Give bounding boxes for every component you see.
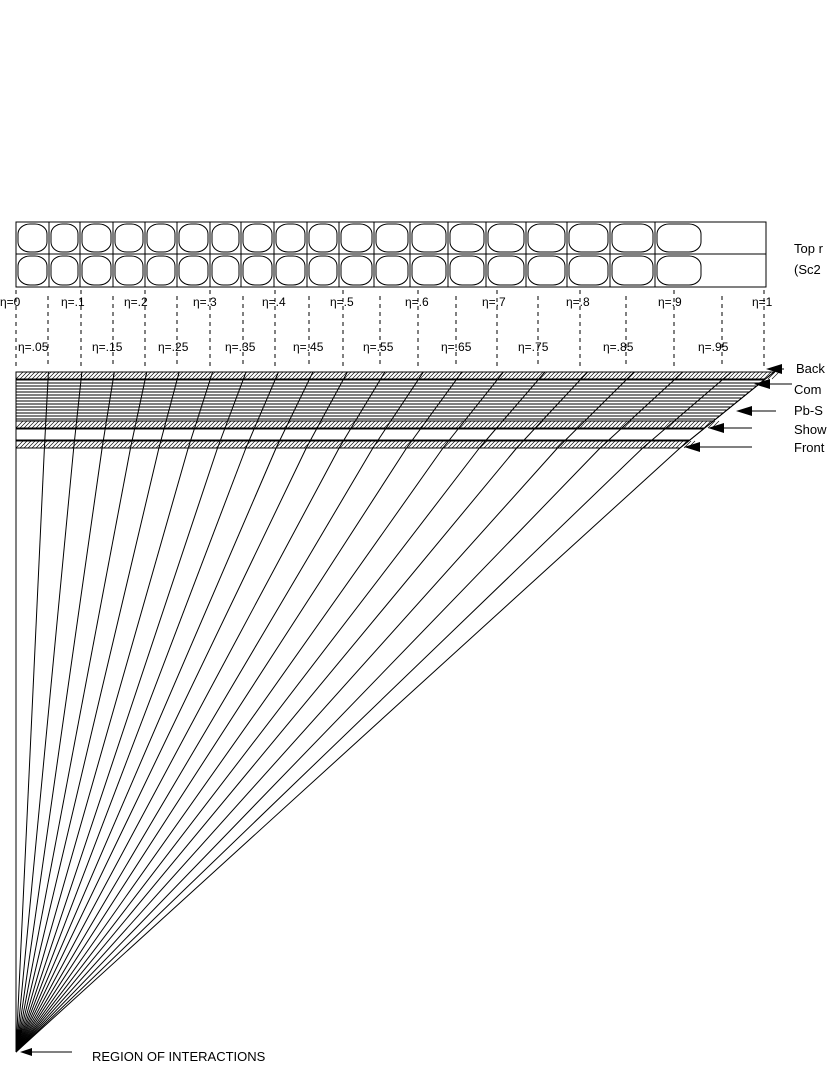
eta-major-label: η=.4 xyxy=(262,295,286,309)
scintillator-cell xyxy=(341,224,372,252)
layer-label-show: Show xyxy=(794,422,827,437)
scintillator-cell xyxy=(51,224,78,252)
scintillator-cell xyxy=(147,256,175,285)
scintillator-cell xyxy=(488,224,524,252)
scintillator-cell xyxy=(528,224,565,252)
scintillator-cell xyxy=(243,224,272,252)
scintillator-cell xyxy=(243,256,272,285)
eta-major-labels xyxy=(0,295,773,309)
eta-major-label: η=.7 xyxy=(482,295,506,309)
scintillator-cell xyxy=(376,224,408,252)
eta-minor-label: η=.75 xyxy=(518,340,549,354)
scintillator-cell xyxy=(179,256,208,285)
scintillator-cell xyxy=(115,224,143,252)
eta-major-label: η=.1 xyxy=(61,295,85,309)
eta-minor-label: η=.65 xyxy=(441,340,472,354)
arrow-left-icon xyxy=(684,442,700,452)
scintillator-cell xyxy=(450,224,484,252)
scintillator-cell xyxy=(212,224,239,252)
scintillator-cell xyxy=(82,224,111,252)
scintillator-cell xyxy=(412,224,446,252)
region-of-interactions-label: REGION OF INTERACTIONS xyxy=(92,1049,266,1064)
scintillator-cell xyxy=(212,256,239,285)
scintillator-cell xyxy=(18,224,47,252)
layer-labels xyxy=(794,361,827,455)
eta-major-label: η=.6 xyxy=(405,295,429,309)
eta-minor-labels xyxy=(18,340,729,354)
scintillator-cell xyxy=(82,256,111,285)
scintillator-cell xyxy=(528,256,565,285)
scintillator-cell xyxy=(612,224,653,252)
scintillator-cell xyxy=(276,256,305,285)
layer-label-com: Com xyxy=(794,382,822,397)
eta-minor-label: η=.05 xyxy=(18,340,49,354)
arrow-left-icon xyxy=(20,1048,32,1056)
scintillator-cell xyxy=(376,256,408,285)
eta-minor-label: η=.45 xyxy=(293,340,324,354)
layer-band xyxy=(16,372,779,448)
scintillator-cell xyxy=(657,224,701,252)
eta-major-label: η=1 xyxy=(752,295,773,309)
scintillator-cell xyxy=(657,256,701,285)
scintillator-cell xyxy=(309,224,337,252)
top-module-label-line1: Top r xyxy=(794,241,823,256)
scintillator-cell xyxy=(341,256,372,285)
scintillator-cell xyxy=(309,256,337,285)
scintillator-cell xyxy=(612,256,653,285)
scintillator-cell xyxy=(488,256,524,285)
scintillator-cell xyxy=(147,224,175,252)
eta-minor-label: η=.25 xyxy=(158,340,189,354)
eta-major-label: η=.9 xyxy=(658,295,682,309)
scintillator-cell xyxy=(276,224,305,252)
eta-major-label: η=.3 xyxy=(193,295,217,309)
eta-minor-label: η=.15 xyxy=(92,340,123,354)
eta-major-label: η=0 xyxy=(0,295,21,309)
layer-label-back: Back xyxy=(796,361,825,376)
projective-rays xyxy=(16,372,774,1052)
eta-minor-label: η=.35 xyxy=(225,340,256,354)
top-module-label-line2: (Sc2 xyxy=(794,262,821,277)
scintillator-cell xyxy=(115,256,143,285)
eta-major-label: η=.5 xyxy=(330,295,354,309)
eta-minor-label: η=.55 xyxy=(363,340,394,354)
scintillator-cell xyxy=(18,256,47,285)
scintillator-cell xyxy=(569,224,608,252)
region-of-interactions-pointer xyxy=(20,1048,72,1056)
scintillator-cell xyxy=(450,256,484,285)
scintillator-cell xyxy=(51,256,78,285)
scintillator-cell xyxy=(569,256,608,285)
layer-label-pbs: Pb-S xyxy=(794,403,823,418)
eta-major-label: η=.2 xyxy=(124,295,148,309)
arrow-left-icon xyxy=(708,423,724,433)
layer-label-front: Front xyxy=(794,440,825,455)
eta-minor-label: η=.85 xyxy=(603,340,634,354)
scintillator-cell xyxy=(179,224,208,252)
arrow-left-icon xyxy=(736,406,752,416)
scintillator-cell xyxy=(412,256,446,285)
eta-minor-label: η=.95 xyxy=(698,340,729,354)
eta-major-label: η=.8 xyxy=(566,295,590,309)
top-module-cell-grid xyxy=(16,222,766,287)
